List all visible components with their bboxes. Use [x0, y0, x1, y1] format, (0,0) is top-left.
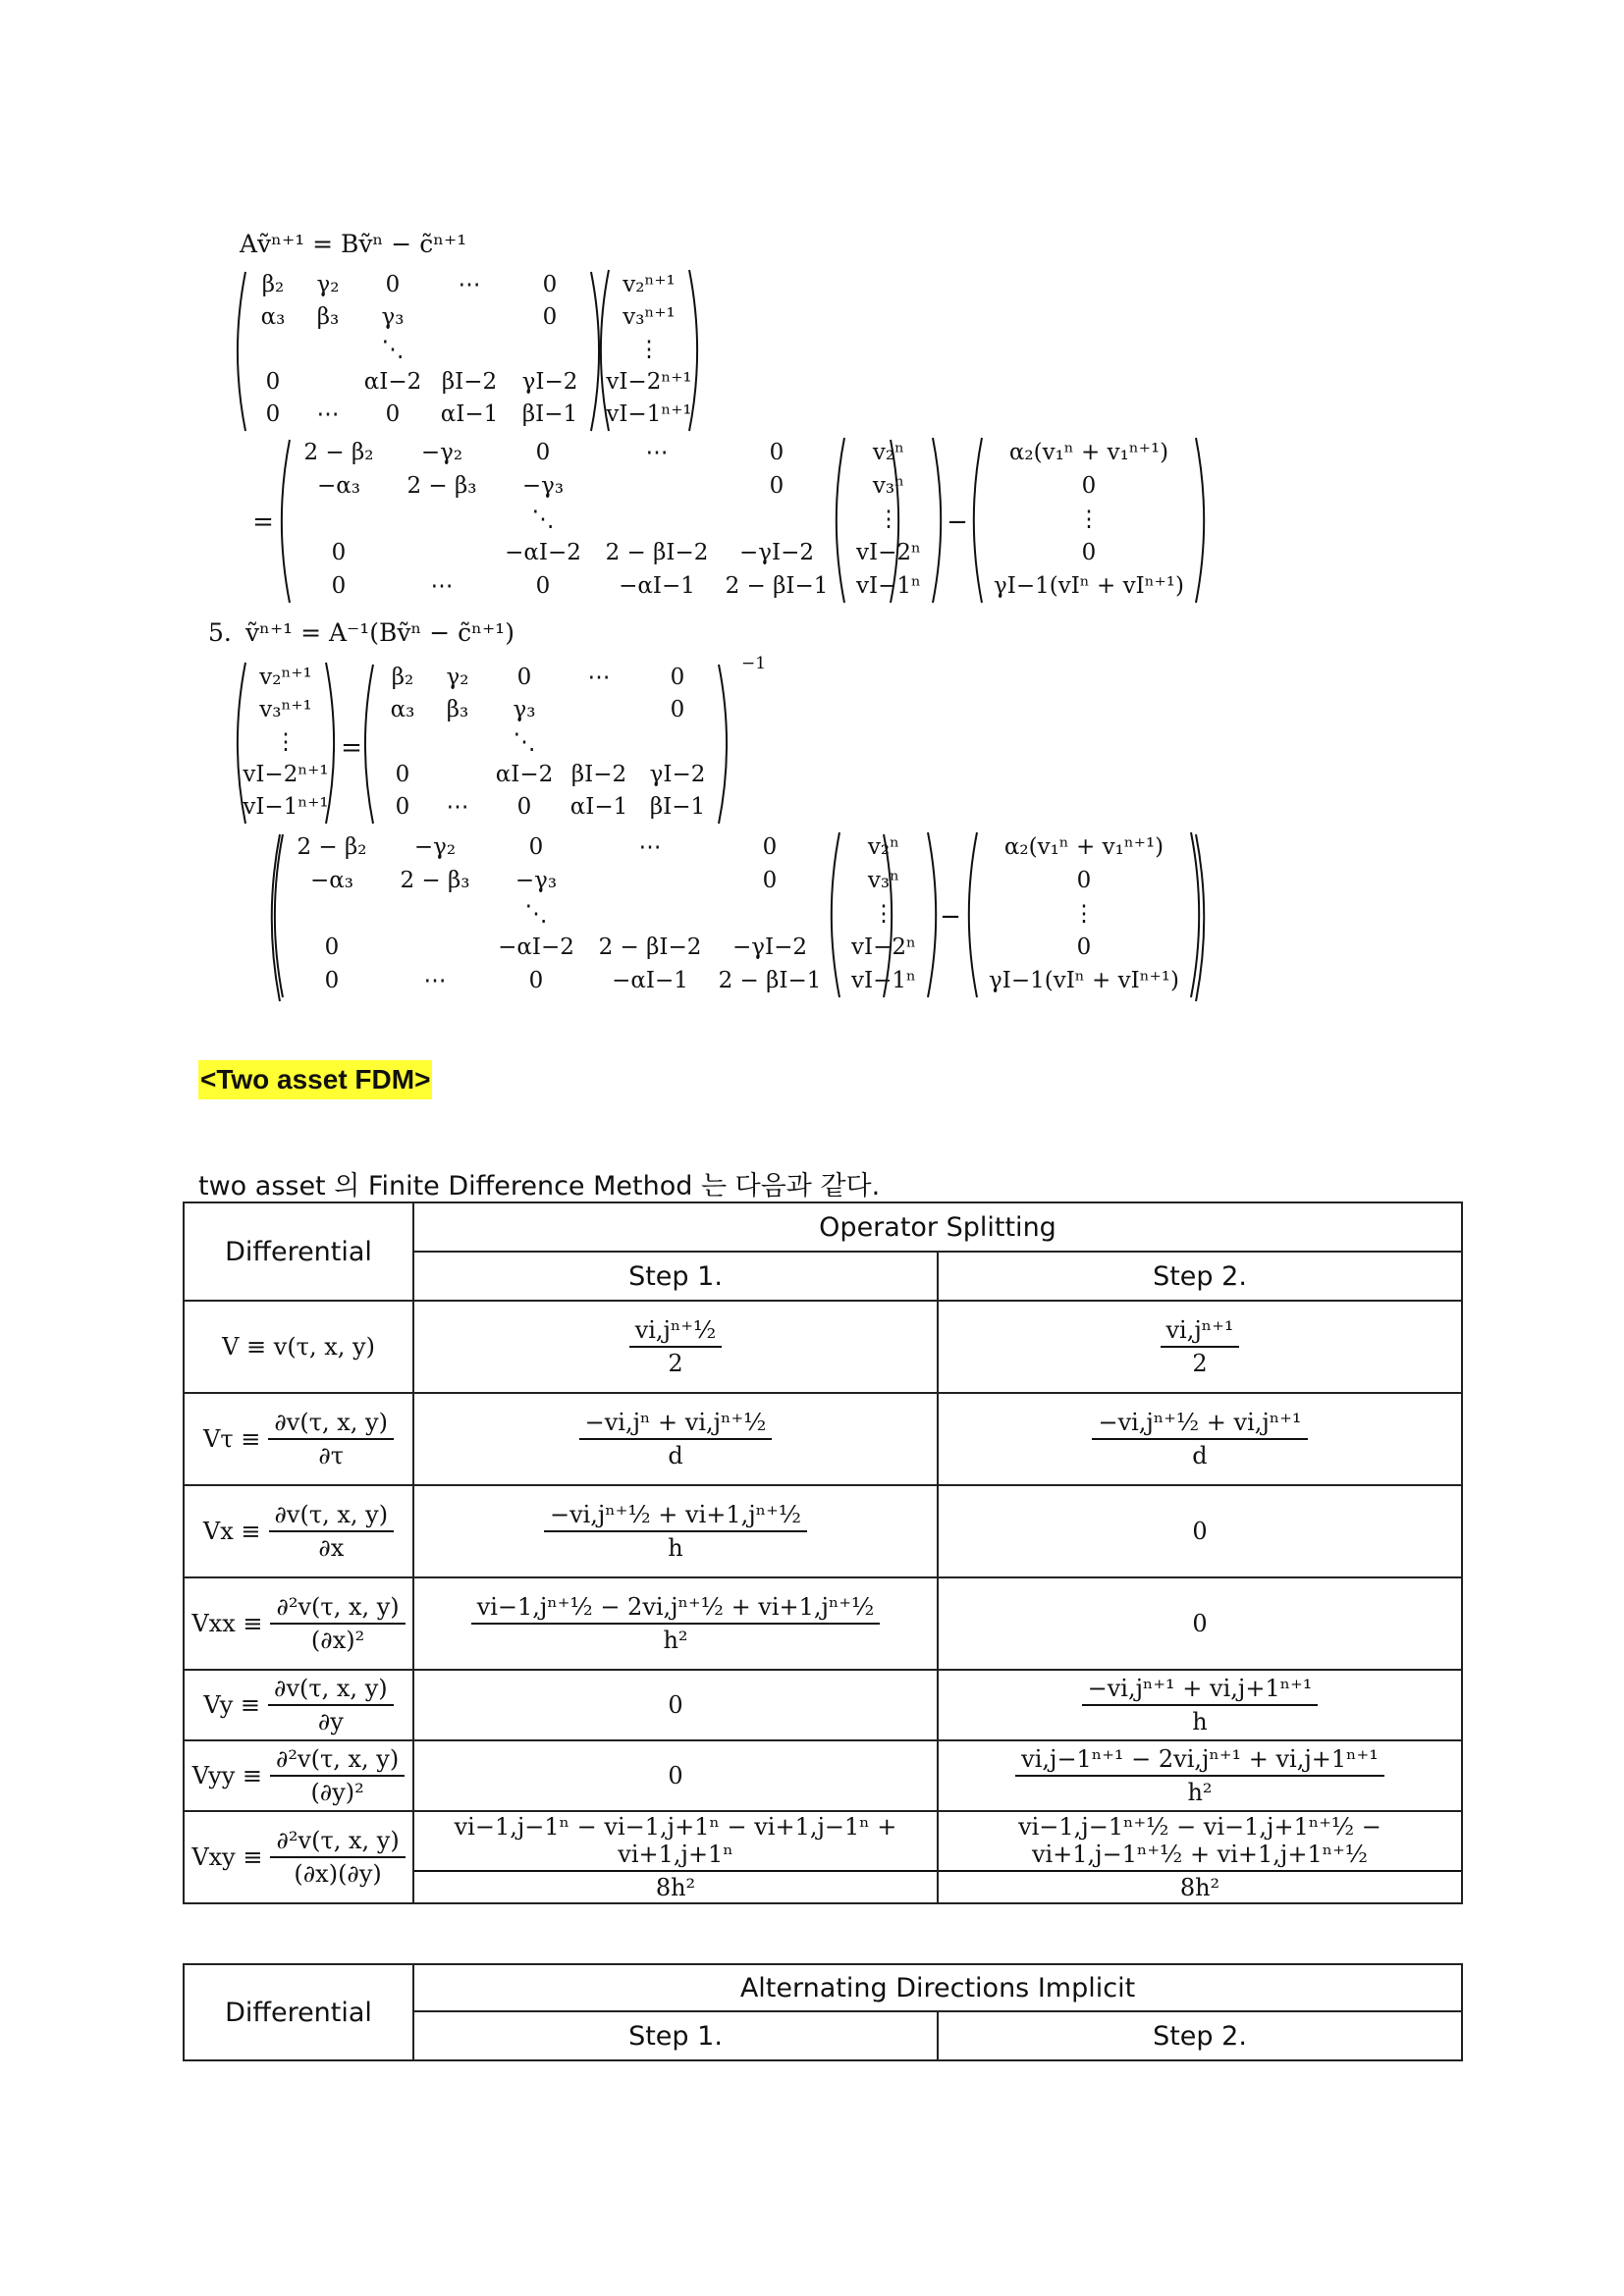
- matrix-b-cell: 0: [769, 440, 785, 465]
- matrix-a-cell: α₃: [260, 304, 286, 330]
- step-2-formula-denominator: 8h²: [1179, 1874, 1220, 1901]
- step-5-label: 5.: [208, 618, 232, 647]
- vector-v-n1-step5-entry: v₃ⁿ⁺¹: [259, 697, 312, 722]
- vector-c-entry: 0: [1081, 540, 1097, 565]
- matrix-b-cell: 0: [769, 473, 785, 499]
- matrix-b-cell: 0: [331, 573, 347, 599]
- matrix-a-cell: 0: [385, 401, 401, 427]
- step-1-formula-numerator: vi−1,j−1ⁿ − vi−1,j+1ⁿ − vi+1,j−1ⁿ + vi+1,j+1ⁿ: [414, 1813, 937, 1872]
- differential-fraction-numerator: ∂²v(τ, x, y): [270, 1827, 405, 1858]
- step-2-formula: [1015, 1745, 1384, 1806]
- matrix-a-inverse-cell: 0: [670, 697, 685, 722]
- vector-v-n1-entry: v₂ⁿ⁺¹: [623, 272, 676, 297]
- vector-v-n1-entry: ⋮: [637, 337, 661, 362]
- matrix-a-inverse-cell: β₃: [446, 697, 469, 722]
- step-1-formula: [544, 1501, 807, 1562]
- matrix-a-inverse-cell: ⋯: [587, 665, 611, 690]
- matrix-a-inverse-cell: 0: [670, 665, 685, 690]
- differential-symbol: V ≡ v(τ, x, y): [222, 1333, 375, 1361]
- matrix-a-inverse-cell: 0: [516, 665, 532, 690]
- step-1-formula-denominator: 8h²: [655, 1874, 696, 1901]
- header-operator-splitting: Operator Splitting: [413, 1202, 1462, 1252]
- differential-fraction-denominator: (∂y)²: [310, 1779, 364, 1806]
- differential-fraction-denominator: ∂τ: [318, 1442, 345, 1469]
- vector-v-n-entry: ⋮: [877, 507, 900, 532]
- matrix-a-cell: 0: [265, 401, 281, 427]
- step-2-formula: 0: [1192, 1610, 1208, 1637]
- differential-fraction-numerator: ∂²v(τ, x, y): [270, 1745, 405, 1777]
- step-2-formula-denominator: d: [1192, 1442, 1208, 1469]
- matrix-a-cell: 0: [265, 369, 281, 395]
- matrix-a-cell: ⋱: [381, 337, 405, 362]
- matrix-a-cell: 0: [385, 272, 401, 297]
- matrix-a-cell: αI−1: [440, 401, 499, 427]
- differential-fraction-denominator: ∂y: [317, 1708, 344, 1735]
- vector-c-entry: ⋮: [1077, 507, 1101, 532]
- matrix-b-lparen: [282, 440, 290, 603]
- vector-v-n-entry: v₂ⁿ: [872, 440, 905, 465]
- table-row: [184, 1485, 1462, 1577]
- differential-fraction-numerator: ∂²v(τ, x, y): [270, 1593, 405, 1625]
- matrix-b-cell: ⋯: [430, 573, 454, 599]
- step-1-cell: [413, 1485, 938, 1577]
- matrix-a-cell: 0: [542, 272, 558, 297]
- differential-cell: [184, 1577, 413, 1670]
- matrix-equation-1: [0, 0, 1624, 1031]
- step-2-formula-numerator: vi,jⁿ⁺¹: [1161, 1316, 1240, 1348]
- differential-cell: [184, 1811, 413, 1903]
- differential-cell: [184, 1301, 413, 1393]
- step-1-formula: [414, 1813, 937, 1901]
- step-1-cell: [413, 1577, 938, 1670]
- matrix-b-cell: −γ₃: [521, 473, 565, 499]
- vector-v-n1-step5-entry: v₂ⁿ⁺¹: [259, 665, 312, 690]
- step-2-cell: [938, 1301, 1462, 1393]
- matrix-b-step5-cell: −γ₂: [413, 834, 457, 860]
- step-2-formula-numerator: −vi,jⁿ⁺¹ + vi,j+1ⁿ⁺¹: [1082, 1675, 1319, 1706]
- matrix-a-cell: γI−2: [521, 369, 578, 395]
- matrix-a-rparen: [591, 272, 599, 431]
- matrix-a-cell: 0: [542, 304, 558, 330]
- step-1-formula-numerator: vi−1,jⁿ⁺½ − 2vi,jⁿ⁺½ + vi+1,jⁿ⁺½: [471, 1593, 881, 1625]
- equation-system: Aṽⁿ⁺¹ = Bṽⁿ − c̃ⁿ⁺¹: [240, 230, 467, 258]
- table-row: [184, 1740, 1462, 1811]
- matrix-b-cell: 0: [331, 540, 347, 565]
- step-2-formula: 0: [1192, 1518, 1208, 1545]
- matrix-a-inverse-cell: βI−1: [649, 794, 706, 820]
- differential-cell: [184, 1670, 413, 1740]
- differential-cell: [184, 1740, 413, 1811]
- step-2-cell: [938, 1811, 1462, 1903]
- matrix-b-step5-cell: −αI−2: [498, 934, 574, 960]
- vector-v-n-lparen: [837, 438, 844, 603]
- matrix-b-step5-cell: ⋯: [423, 968, 447, 993]
- step-2-formula-denominator: h: [1192, 1708, 1208, 1735]
- differential-fraction-denominator: (∂x)(∂y): [294, 1860, 382, 1888]
- step-1-formula-numerator: vi,jⁿ⁺½: [629, 1316, 723, 1348]
- step-1-formula-denominator: h: [668, 1534, 683, 1562]
- vector-v-n-step5-entry: vI−1ⁿ: [851, 968, 916, 993]
- matrix-a-cell: βI−2: [441, 369, 498, 395]
- matrix-b-cell: 2 − β₂: [303, 440, 374, 465]
- differential-fraction-numerator: ∂v(τ, x, y): [268, 1409, 394, 1440]
- minus-sign: −: [940, 902, 961, 932]
- differential-fraction: [270, 1827, 405, 1888]
- matrix-a-inverse-cell: α₃: [390, 697, 415, 722]
- matrix-b-step5-cell: 0: [762, 834, 778, 860]
- matrix-a-cell: γ₂: [316, 272, 340, 297]
- equals-sign: =: [252, 507, 274, 537]
- vector-c-entry: α₂(v₁ⁿ + v₁ⁿ⁺¹): [1008, 440, 1169, 465]
- step-1-formula-denominator: h²: [663, 1627, 688, 1654]
- step-2-formula-numerator: vi,j−1ⁿ⁺¹ − 2vi,jⁿ⁺¹ + vi,j+1ⁿ⁺¹: [1015, 1745, 1384, 1777]
- matrix-b-step5-cell: 0: [324, 968, 340, 993]
- matrix-a-inverse-cell: β₂: [391, 665, 414, 690]
- vector-v-n-step5-lparen: [832, 832, 839, 997]
- table-row: [184, 1301, 1462, 1393]
- matrix-a-lparen: [238, 272, 245, 431]
- differential-fraction-denominator: (∂x)²: [310, 1627, 365, 1654]
- step-1-cell: [413, 1393, 938, 1485]
- vector-c-rparen: [1196, 438, 1204, 603]
- step-2-formula-numerator: vi−1,j−1ⁿ⁺½ − vi−1,j+1ⁿ⁺½ − vi+1,j−1ⁿ⁺½ + vi+1,j+1ⁿ⁺½: [939, 1813, 1461, 1872]
- matrix-a-inverse-cell: βI−2: [570, 762, 627, 787]
- matrix-b-step5-cell: 2 − β₂: [297, 834, 367, 860]
- matrix-b-step5-cell: 0: [324, 934, 340, 960]
- differential-fraction: [268, 1409, 394, 1469]
- table-row: [184, 1577, 1462, 1670]
- step-2-cell: [938, 1393, 1462, 1485]
- differential-fraction-numerator: ∂v(τ, x, y): [268, 1675, 394, 1706]
- vector-c-lparen: [974, 438, 982, 603]
- equals-sign: =: [341, 733, 362, 763]
- differential-symbol: Vxy ≡: [191, 1843, 263, 1871]
- matrix-a-inverse-cell: γI−2: [649, 762, 706, 787]
- differential-symbol: Vyy ≡: [191, 1762, 262, 1789]
- differential-cell: [184, 1485, 413, 1577]
- vector-c-step5-lparen: [969, 832, 977, 997]
- vector-v-n-entry: vI−2ⁿ: [856, 540, 921, 565]
- matrix-b-cell: 0: [535, 440, 551, 465]
- matrix-b-step5-cell: −γ₃: [514, 868, 558, 893]
- step-2-formula-denominator: 2: [1192, 1350, 1208, 1377]
- header-adi: Alternating Directions Implicit: [413, 1964, 1462, 2011]
- step-1-cell: [413, 1670, 938, 1740]
- matrix-b-cell: −αI−2: [505, 540, 581, 565]
- matrix-b-cell: ⋱: [531, 507, 555, 532]
- matrix-b-cell: ⋯: [645, 440, 669, 465]
- matrix-b-cell: 2 − β₃: [406, 473, 477, 499]
- differential-fraction: [269, 1501, 395, 1562]
- matrix-a-cell: β₂: [261, 272, 285, 297]
- step-2-formula-numerator: −vi,jⁿ⁺½ + vi,jⁿ⁺¹: [1092, 1409, 1307, 1440]
- differential-symbol: Vy ≡: [203, 1691, 261, 1719]
- header-step-1: Step 1.: [413, 1252, 938, 1301]
- step-1-formula: 0: [668, 1762, 683, 1789]
- matrix-a-inverse-cell: γ₂: [446, 665, 469, 690]
- step-2-formula: [1082, 1675, 1319, 1735]
- vector-c-step5-rparen: [1191, 832, 1199, 997]
- step-2-cell: [938, 1740, 1462, 1811]
- vector-v-n-entry: vI−1ⁿ: [856, 573, 921, 599]
- vector-c-step5-entry: γI−1(vIⁿ + vIⁿ⁺¹): [989, 968, 1179, 993]
- header-differential: Differential: [184, 1202, 413, 1301]
- header-step-1: Step 1.: [413, 2011, 938, 2060]
- intro-text: two asset 의 Finite Difference Method 는 다음과 같다.: [198, 1171, 881, 1201]
- matrix-b-cell: 0: [535, 573, 551, 599]
- matrix-a-inverse-cell: ⋱: [513, 729, 536, 755]
- matrix-b-cell: −γI−2: [738, 540, 815, 565]
- operator-splitting-table: [183, 1201, 1463, 1904]
- matrix-a-inverse-lparen: [365, 665, 373, 824]
- matrix-a-inverse-cell: γ₃: [513, 697, 536, 722]
- matrix-b-step5-cell: 0: [528, 968, 544, 993]
- inverse-exponent: −1: [741, 654, 767, 673]
- vector-c-step5-entry: 0: [1076, 868, 1092, 893]
- step-2-formula: [1161, 1316, 1240, 1377]
- differential-symbol: Vx ≡: [202, 1518, 261, 1545]
- table-row: [184, 1393, 1462, 1485]
- step-1-formula: [629, 1316, 723, 1377]
- matrix-a-inverse-cell: 0: [395, 762, 410, 787]
- matrix-a-cell: γ₃: [381, 304, 405, 330]
- matrix-a-cell: ⋯: [458, 272, 481, 297]
- vector-v-n-step5-entry: vI−2ⁿ: [851, 934, 916, 960]
- vector-v-n-rparen: [933, 438, 941, 603]
- matrix-a-cell: β₃: [316, 304, 340, 330]
- matrix-b-step5-cell: 2 − β₃: [400, 868, 470, 893]
- vector-v-n1-step5-entry: ⋮: [274, 729, 298, 755]
- matrix-b-cell: −γ₂: [420, 440, 463, 465]
- step-1-cell: [413, 1811, 938, 1903]
- table-row: [184, 1811, 1462, 1903]
- vector-c-entry: γI−1(vIⁿ + vIⁿ⁺¹): [994, 573, 1184, 599]
- vector-c-entry: 0: [1081, 473, 1097, 499]
- step-1-formula: [579, 1409, 773, 1469]
- matrix-b-step5-cell: ⋯: [638, 834, 662, 860]
- matrix-b-cell: 2 − βI−2: [605, 540, 709, 565]
- vector-c-step5-entry: 0: [1076, 934, 1092, 960]
- step-2-formula: [1092, 1409, 1307, 1469]
- matrix-a-inverse-rparen: [719, 665, 727, 824]
- vector-c-step5-entry: ⋮: [1072, 901, 1096, 927]
- matrix-a-cell: ⋯: [316, 401, 340, 427]
- matrix-a-inverse-cell: αI−2: [495, 762, 554, 787]
- vector-v-n-step5-entry: ⋮: [872, 901, 895, 927]
- vector-v-n1-entry: vI−1ⁿ⁺¹: [606, 401, 692, 427]
- matrix-a-inverse-cell: ⋯: [446, 794, 469, 820]
- matrix-b-step5-cell: −α₃: [309, 868, 354, 893]
- matrix-a-inverse-cell: 0: [395, 794, 410, 820]
- table-row: [184, 1670, 1462, 1740]
- vector-v-n1-entry: v₃ⁿ⁺¹: [623, 304, 676, 330]
- step-1-formula-denominator: d: [668, 1442, 683, 1469]
- matrix-b-step5-cell: 0: [762, 868, 778, 893]
- vector-v-n-step5-entry: v₂ⁿ: [867, 834, 900, 860]
- differential-fraction-denominator: ∂x: [318, 1534, 345, 1562]
- step-2-cell: [938, 1577, 1462, 1670]
- header-differential: Differential: [184, 1964, 413, 2060]
- section-title: <Two asset FDM>: [198, 1060, 432, 1099]
- vector-v-n1-step5-entry: vI−1ⁿ⁺¹: [243, 794, 329, 820]
- matrix-b-step5-cell: −γI−2: [731, 934, 808, 960]
- header-step-2: Step 2.: [938, 2011, 1462, 2060]
- matrix-a-cell: αI−2: [363, 369, 422, 395]
- adi-table: [183, 1963, 1463, 2061]
- step-1-formula-numerator: −vi,jⁿ⁺½ + vi+1,jⁿ⁺½: [544, 1501, 807, 1532]
- step-1-formula: [471, 1593, 881, 1654]
- vector-v-n-step5-entry: v₃ⁿ: [867, 868, 900, 893]
- step-2-cell: [938, 1485, 1462, 1577]
- differential-symbol: Vτ ≡: [203, 1425, 261, 1453]
- matrix-a-inverse-cell: αI−1: [569, 794, 628, 820]
- matrix-a-inverse-cell: 0: [516, 794, 532, 820]
- vector-v-n1-step5-entry: vI−2ⁿ⁺¹: [243, 762, 329, 787]
- step-1-formula-denominator: 2: [668, 1350, 683, 1377]
- step-1-cell: [413, 1740, 938, 1811]
- vector-v-n1-entry: vI−2ⁿ⁺¹: [606, 369, 692, 395]
- matrix-b-step5-cell: 0: [528, 834, 544, 860]
- minus-sign: −: [947, 507, 968, 537]
- matrix-b-cell: 2 − βI−1: [725, 573, 829, 599]
- matrix-b-step5-cell: ⋱: [524, 901, 548, 927]
- matrix-b-step5-cell: 2 − βI−2: [598, 934, 702, 960]
- vector-v-n-entry: v₃ⁿ: [872, 473, 905, 499]
- differential-fraction: [268, 1675, 394, 1735]
- matrix-b-cell: −α₃: [316, 473, 361, 499]
- vector-v-n-step5-rparen: [928, 832, 936, 997]
- step-1-formula: 0: [668, 1691, 683, 1719]
- matrix-b-cell: −αI−1: [619, 573, 695, 599]
- differential-cell: [184, 1393, 413, 1485]
- matrix-b-step5-cell: −αI−1: [612, 968, 688, 993]
- matrix-b-step5-cell: 2 − βI−1: [718, 968, 822, 993]
- step-1-formula-numerator: −vi,jⁿ + vi,jⁿ⁺½: [579, 1409, 773, 1440]
- step-2-formula: [939, 1813, 1461, 1901]
- differential-symbol: Vxx ≡: [191, 1610, 263, 1637]
- differential-fraction: [270, 1593, 405, 1654]
- step-5-equation: ṽⁿ⁺¹ = A⁻¹(Bṽⁿ − c̃ⁿ⁺¹): [245, 618, 514, 647]
- differential-fraction-numerator: ∂v(τ, x, y): [269, 1501, 395, 1532]
- header-step-2: Step 2.: [938, 1252, 1462, 1301]
- step-2-formula-denominator: h²: [1187, 1779, 1213, 1806]
- step-1-cell: [413, 1301, 938, 1393]
- matrix-a-cell: βI−1: [521, 401, 578, 427]
- vector-c-step5-entry: α₂(v₁ⁿ + v₁ⁿ⁺¹): [1003, 834, 1164, 860]
- step-2-cell: [938, 1670, 1462, 1740]
- differential-fraction: [270, 1745, 405, 1806]
